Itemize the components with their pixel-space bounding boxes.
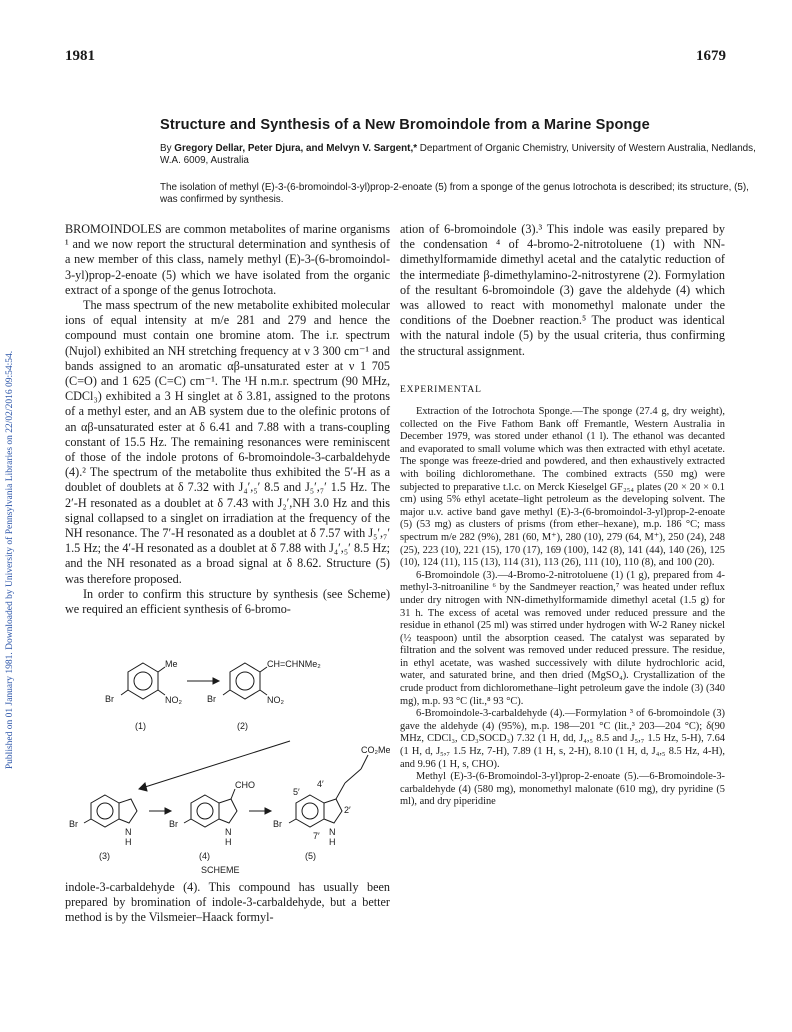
experimental-section [400, 406, 725, 809]
compound-5-label: (5) [305, 851, 316, 861]
compound-2-label: (2) [237, 721, 248, 731]
formylation-paragraph: indole-3-carbaldehyde (4). This compound has usually been prepared by bromination of indole-3-carbaldehyde, but a better method is by the Vilsmeier–Haack formyl- [65, 880, 390, 925]
position-7-label: 7′ [313, 831, 320, 841]
indole-h-label-5: H [329, 837, 336, 847]
synthesis-route-paragraph: ation of 6-bromoindole (3).³ This indole was easily prepared by the condensation ⁴ of 4-bromo-2-nitrotoluene (1) with NN-dimethylformamide dimethyl acetal and the catalytic reduction of the intermediate β-dimethylamino-2-nitrostyrene (2). Formylation of the resultant 6-bromoindole (3) gave the aldehyde (4) which was allowed to react with monomethyl malonate under the conditions of the Doebner reaction.⁵ The product was identical with the natural indole (5) by the usual criteria, thus confirming the structural assignment. [400, 222, 725, 358]
header-page: 1679 [696, 48, 726, 64]
intro-paragraph: BROMOINDOLES are common metabolites of marine organisms ¹ and we now report the structural determination and synthesis of a new member of this class, namely methyl (E)-3-(6-bromoindol-3-yl)prop-2-enoate (5) which we have isolated from the organic extract of a sponge of the genus Iotrochota. [65, 222, 390, 297]
indole-h-label: H [125, 837, 132, 847]
reaction-scheme [65, 645, 390, 880]
compound-1-structure [105, 659, 183, 731]
indole-h-label-4: H [225, 837, 232, 847]
ester-label: CO₂Me [361, 745, 390, 755]
compound-4-structure [169, 780, 255, 861]
author-names: Gregory Dellar, Peter Djura, and Melvyn V. Sargent,* [174, 143, 418, 154]
extraction-paragraph: Extraction of the Iotrochota Sponge.—The sponge (27.4 g, dry weight), collected on the Five Fathom Bank off Fremantle, Western Australia in December 1979, was stored under ethanol (1 l). The ethanol was decanted and evaporated to small volume which was then extracted with ethyl acetate. The sponge was freeze-dried and powdered, and then exhaustively extracted with boiling dichloromethane. The combined extracts (550 mg) were subjected to preparative t.l.c. on Merck Kieselgel GF₂₅₄ plates (20 × 20 × 0.1 cm) using 5% ethyl acetate–light petroleum as the developing solvent. The major u.v. active band gave methyl (E)-3-(6-bromoindol-3-yl)prop-2-enoate (5) (53 mg) as clusters of prisms (from ether–hexane), m.p. 186 °C; mass spectrum m/e 282 (9%), 281 (60, M⁺), 280 (10), 279 (64, M⁺), 250 (24), 248 (25), 223 (10), 221 (15), 170 (17), 169 (100), 142 (8), 141 (44), 140 (26), 125 (10), 124 (11), 115 (13), 114 (31), 113 (26), 111 (10), 110 (8), and 100 (20). [400, 406, 725, 569]
vinyl-label: CH=CHNMe₂ [267, 659, 321, 669]
carbaldehyde-paragraph: 6-Bromoindole-3-carbaldehyde (4).—Formylation ³ of 6-bromoindole (3) gave the aldehyde (4) (95%), m.p. 198—201 °C (lit.,³ 203—204 °C); δ(90 MHz, CDCl₃, CD₃SOCD₃) 7.32 (1 H, dd, J₄,₅ 8.5 and J₅,₇ 1.5 Hz, 5-H), 7.64 (1 H, d, J₅,₇ 1.5 Hz, 7-H), 7.89 (1 H, s, 2-H), 8.10 (1 H, d, J₄,₅ 8.5 Hz, 4-H), and 9.96 (1 H, s, CHO). [400, 708, 725, 770]
left-column [65, 222, 390, 617]
spectra-paragraph: The mass spectrum of the new metabolite exhibited molecular ions of equal intensity at m/e 281 and 279 and hence the compound must contain one bromine atom. The i.r. spectrum (Nujol) exhibited an NH stretching frequency at ν 3 300 cm⁻¹ and bands assigned to an aromatic αβ-unsaturated ester at ν 1 705 (C=O) and 1 625 (C=C) cm⁻¹. The ¹H n.m.r. spectrum (90 MHz, CDCl₃) exhibited a 3 H singlet at δ 3.81, assigned to the protons of a methyl ester, and an AB system due to the olefinic protons of an αβ-unsaturated ester at δ 6.41 and 7.88 with a trans-coupling constant of 15.5 Hz. The remaining resonances were reminiscent of those of the indole protons of 6-bromoindole-3-carbaldehyde (4).² The spectrum of the metabolite thus exhibited the 5′-H as a doublet of doublets at δ 7.32 with J₄′,₅′ 8.5 and J₅′,₇′ 1.5 Hz. The 2′-H resonated as a doublet at δ 7.43 with J₂′,NH 3.0 Hz and this signal collapsed to a singlet on irradiation at the frequency of the NH resonance. The 7′-H resonated as a doublet at δ 7.57 with J₅′,₇′ 1.5 Hz; the 4′-H resonated as a doublet at δ 7.88 with J₄′,₅′ 8.5 Hz; and the NH resonated as a broad signal at δ 8.62. Structure (5) was therefore proposed. [65, 298, 390, 586]
compound-5-structure [273, 745, 390, 861]
experimental-heading: EXPERIMENTAL [400, 385, 482, 395]
right-column [400, 222, 725, 359]
bromo-label-3: Br [69, 819, 78, 829]
ester-paragraph: Methyl (E)-3-(6-Bromoindol-3-yl)prop-2-enoate (5).—6-Bromoindole-3-carbaldehyde (4) (580 mg), monomethyl malonate (610 mg), dry pyridine (5 ml), and dry piperidine [400, 771, 725, 808]
compound-3-structure [69, 795, 137, 861]
article-title: Structure and Synthesis of a New Bromoindole from a Marine Sponge [160, 117, 650, 133]
indole-n-label: N [125, 827, 132, 837]
left-column-continued [65, 880, 390, 926]
header-year: 1981 [65, 48, 95, 64]
bromo-label-2: Br [207, 694, 216, 704]
compound-2-structure [207, 659, 321, 731]
compound-4-label: (4) [199, 851, 210, 861]
position-2-label: 2′ [344, 805, 351, 815]
download-notice [2, 160, 18, 960]
indole-n-label-4: N [225, 827, 232, 837]
bromo-label: Br [105, 694, 114, 704]
indole-n-label-5: N [329, 827, 336, 837]
methyl-label: Me [165, 659, 178, 669]
nitro-label: NO₂ [165, 695, 182, 705]
bromo-label-5: Br [273, 819, 282, 829]
synthesis-paragraph: In order to confirm this structure by synthesis (see Scheme) we required an efficient synthesis of 6-bromo- [65, 586, 390, 617]
scheme-caption: SCHEME [201, 865, 240, 875]
abstract: The isolation of methyl (E)-3-(6-bromoindol-3-yl)prop-2-enoate (5) from a sponge of the genus Iotrochota is described; its structure, (5), was confirmed by synthesis. [160, 182, 749, 205]
authors-prefix: By [160, 143, 172, 154]
bromoindole-paragraph: 6-Bromoindole (3).—4-Bromo-2-nitrotoluene (1) (1 g), prepared from 4-methyl-3-nitroaniline ⁶ by the Sandmeyer reaction,⁷ was heated under reflux under dry nitrogen with NN-dimethylformamide dimethyl acetal (1.5 g) for 31 h. The excess of acetal was removed under reduced pressure and the residue in ethanol (25 ml) was stirred under hydrogen with W-2 Raney nickel (½ teaspoon) until the absorption ceased. The catalyst was separated by filtration and the solvent was removed under reduced pressure. The residue, in ethyl acetate, was washed successively with dilute hydrochloric acid, water, and saturated brine, and then dried (MgSO₄). Crystallization of the crude product from dichloromethane–light petroleum gave the indole (3) (340 mg), m.p. 93 °C (lit.,⁸ 93 °C). [400, 569, 725, 707]
author-block [160, 143, 760, 167]
aldehyde-label: CHO [235, 780, 255, 790]
position-4-label: 4′ [317, 779, 324, 789]
bromo-label-4: Br [169, 819, 178, 829]
affiliation: Department of Organic Chemistry, University of Western Australia, Nedlands, W.A. 6009, Australia [160, 143, 756, 166]
nitro-label-2: NO₂ [267, 695, 284, 705]
download-notice-text: Published on 01 January 1981. Downloaded by University of Pennsylvania Libraries on 22/02/2016 09:54:54. [5, 350, 15, 770]
position-5-label: 5′ [293, 787, 300, 797]
compound-1-label: (1) [135, 721, 146, 731]
compound-3-label: (3) [99, 851, 110, 861]
